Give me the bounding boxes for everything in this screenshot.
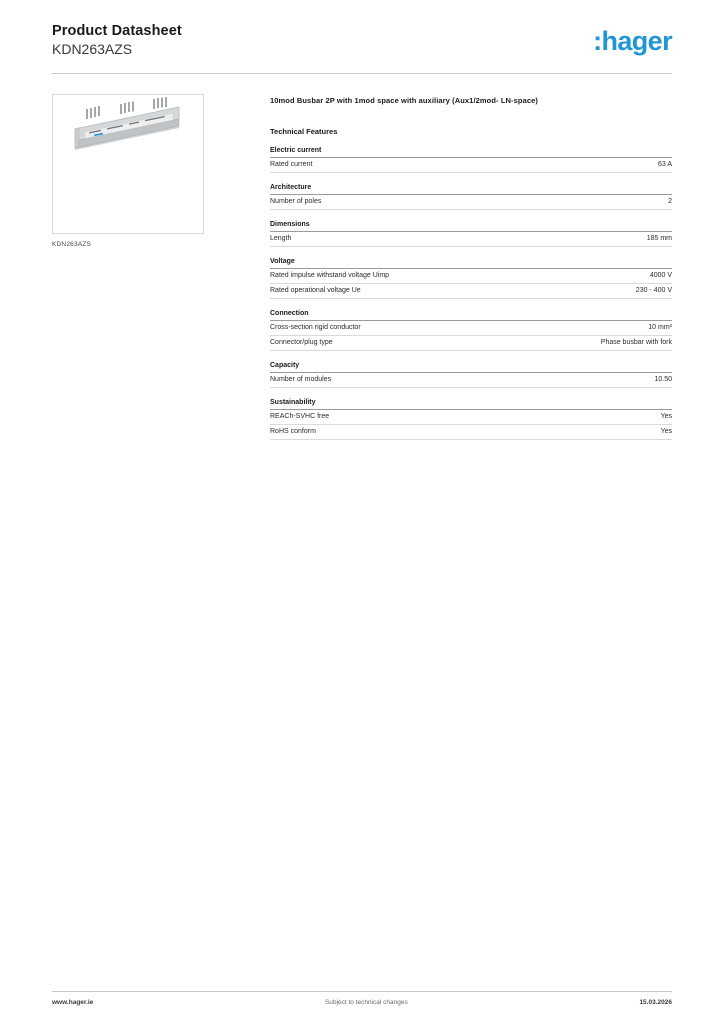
spec-group-title: Architecture [270, 184, 672, 195]
footer-row [52, 992, 672, 1006]
product-reference: KDN263AZS [52, 41, 133, 58]
spec-group [270, 258, 672, 299]
spec-group [270, 399, 672, 440]
spec-value: 63 A [657, 161, 672, 169]
spec-group-title: Capacity [270, 362, 672, 373]
specs-column [206, 94, 672, 440]
spec-row [270, 321, 672, 336]
spec-label: Rated operational voltage Ue [270, 287, 361, 295]
spec-group [270, 310, 672, 351]
spec-value: 4000 V [649, 272, 672, 280]
spec-label: RoHS conform [270, 428, 316, 436]
title-block [52, 22, 182, 59]
page-content [52, 94, 672, 440]
spec-label: Rated impulse withstand voltage Uimp [270, 272, 390, 280]
product-image [52, 94, 204, 234]
spec-group [270, 184, 672, 210]
spec-row [270, 195, 672, 210]
footer-website-link[interactable]: www.hager.ie [52, 999, 94, 1006]
spec-label: Rated current [270, 161, 313, 169]
spec-label: Number of poles [270, 198, 322, 206]
header-divider [52, 73, 672, 74]
spec-group-title: Sustainability [270, 399, 672, 410]
spec-value: 10.50 [654, 376, 672, 384]
spec-row [270, 336, 672, 351]
spec-value: 2 [668, 198, 672, 206]
spec-value: Yes [660, 428, 672, 436]
technical-features-title: Technical Features [270, 126, 338, 136]
page-header [52, 0, 672, 59]
spec-group [270, 147, 672, 173]
spec-value: 10 mm² [648, 324, 672, 332]
spec-label: Number of modules [270, 376, 332, 384]
spec-row [270, 410, 672, 425]
spec-group [270, 221, 672, 247]
busbar-illustration-icon [53, 95, 204, 234]
spec-group-title: Connection [270, 310, 672, 321]
footer-date: 15.03.2026 [639, 999, 672, 1006]
spec-label: Connector/plug type [270, 339, 333, 347]
spec-row [270, 425, 672, 440]
spec-group [270, 362, 672, 388]
spec-label: Length [270, 235, 292, 243]
product-image-caption: KDN263AZS [52, 240, 92, 248]
spec-row [270, 373, 672, 388]
page-footer [52, 991, 672, 1006]
spec-value: 230 - 400 V [635, 287, 672, 295]
spec-value: Yes [660, 413, 672, 421]
spec-row [270, 158, 672, 173]
product-image-column [52, 94, 206, 440]
spec-group-title: Electric current [270, 147, 672, 158]
footer-notice: Subject to technical changes [325, 999, 408, 1006]
spec-label: Cross-section rigid conductor [270, 324, 361, 332]
spec-label: REACh-SVHC free [270, 413, 330, 421]
spec-value: Phase busbar with fork [600, 339, 672, 347]
spec-value: 185 mm [646, 235, 672, 243]
spec-row [270, 284, 672, 299]
spec-group-title: Dimensions [270, 221, 672, 232]
product-description: 10mod Busbar 2P with 1mod space with auxiliary (Aux1/2mod- LN-space) [270, 95, 538, 105]
page-title: Product Datasheet [52, 23, 182, 39]
spec-row [270, 232, 672, 247]
spec-group-title: Voltage [270, 258, 672, 269]
spec-row [270, 269, 672, 284]
hager-logo: :hager [593, 26, 672, 56]
